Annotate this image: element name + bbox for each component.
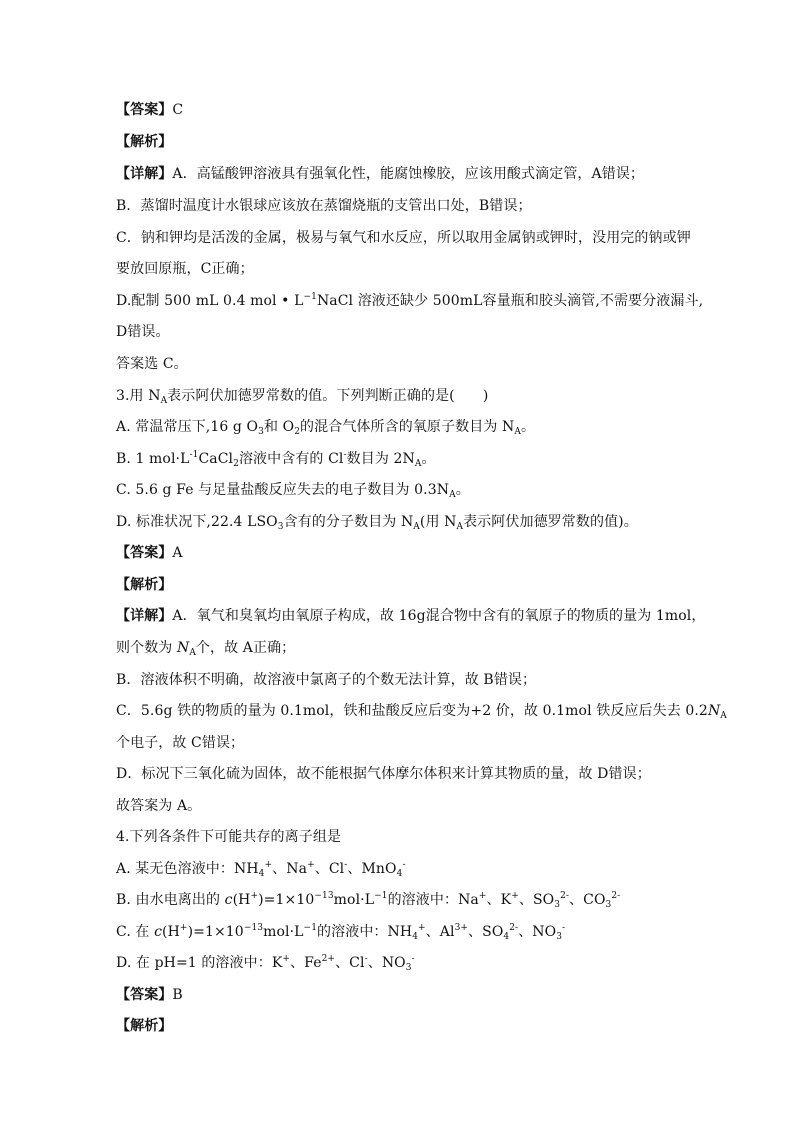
detail-text: B．蒸馏时温度计水银球应该放在蒸馏烧瓶的支管出口处，B错误；	[116, 198, 532, 214]
q3-detail-d	[116, 764, 754, 784]
italic-symbol: N	[176, 640, 190, 656]
superscript: -	[364, 954, 368, 964]
option-text: 。	[421, 451, 436, 467]
italic-symbol: c	[154, 924, 163, 940]
option-text: )=1×10	[187, 924, 244, 940]
superscript: −13	[243, 923, 264, 933]
option-text: 含有的分子数目为 N	[283, 514, 414, 530]
superscript: +	[179, 923, 188, 933]
superscript: -1	[189, 450, 199, 460]
q3-option-b	[116, 449, 754, 469]
q3-option-d	[116, 512, 754, 532]
detail-text: 要放回原瓶，C正确；	[116, 261, 254, 277]
superscript: +	[511, 891, 519, 901]
option-text: (H	[232, 892, 251, 908]
superscript: -	[343, 450, 347, 460]
subscript: A	[414, 459, 422, 469]
option-text: C. 5.6 g Fe 与足量盐酸反应失去的电子数目为 0.3N	[116, 482, 450, 498]
option-text: A. 某无色溶液中：NH	[116, 861, 259, 877]
subscript: A	[514, 427, 521, 437]
option-text: 、CO	[569, 892, 606, 908]
q2-detail-d-2	[116, 322, 754, 342]
option-text: 、SO	[468, 924, 504, 940]
option-text: 表示阿伏加德罗常数的值)。	[463, 514, 638, 530]
subscript: 3	[554, 900, 561, 910]
answer-value: C	[172, 102, 184, 118]
superscript: 2-	[560, 891, 570, 901]
superscript: -	[344, 860, 348, 870]
option-text: 的混合气体所含的氧原子数目为 N	[300, 419, 515, 435]
option-text: 、NO	[518, 924, 557, 940]
stem-text: 4.下列各条件下可能共存的离子组是	[116, 829, 342, 845]
option-text: )=1×10	[258, 892, 315, 908]
subscript: A	[413, 522, 420, 532]
option-text: B. 1 mol·L	[116, 451, 190, 467]
superscript: +	[418, 923, 426, 933]
q4-option-a	[116, 859, 754, 879]
italic-symbol: c	[224, 892, 233, 908]
q4-option-c	[116, 922, 754, 942]
option-text: 、MnO	[347, 861, 397, 877]
option-text: 的溶液中：NH	[317, 924, 413, 940]
subscript: 3	[556, 932, 563, 942]
subscript: A	[449, 490, 456, 500]
q3-analysis-line	[116, 575, 754, 595]
superscript: -	[411, 954, 415, 964]
detail-text: D.配制 500 mL 0.4 mol • L	[116, 293, 304, 309]
analysis-tag: 【解析】	[116, 134, 173, 150]
option-text: 、NO	[367, 955, 406, 971]
conclusion-text: 答案选 C。	[116, 356, 188, 372]
superscript: 2-	[611, 891, 621, 901]
q3-answer-line	[116, 543, 754, 563]
q2-detail-a	[116, 164, 754, 184]
option-text: 溶液中含有的 Cl	[238, 451, 344, 467]
detail-text: B．溶液体积不明确，故溶液中氯离子的个数无法计算，故 B错误；	[116, 672, 537, 688]
option-text: 。	[520, 419, 536, 435]
detail-tag: 【详解】	[116, 166, 173, 182]
answer-value: B	[172, 987, 183, 1003]
option-text: A. 常温常压下,16 g O	[116, 419, 259, 435]
italic-symbol: N	[707, 703, 721, 719]
q2-detail-c-1	[116, 228, 754, 248]
answer-tag: 【答案】	[116, 545, 173, 561]
subscript: 3	[405, 963, 412, 973]
option-text: CaCl	[198, 451, 234, 467]
subscript: 4	[503, 932, 510, 942]
detail-text: C．5.6g 铁的物质的量为 0.1mol，铁和盐酸反应后变为+2 价，故 0.1mol 铁反应后失去 0.2	[116, 703, 708, 719]
q3-option-c	[116, 480, 754, 500]
detail-text: C．钠和钾均是活泼的金属，极易与氧气和水反应，所以取用金属钠或钾时，没用完的钠或钾	[116, 230, 691, 246]
option-text: D. 在 pH=1 的溶液中：K	[116, 955, 283, 971]
option-text: (用 N	[419, 514, 457, 530]
answer-tag: 【答案】	[116, 102, 173, 118]
analysis-tag: 【解析】	[116, 577, 173, 593]
q3-detail-c-2	[116, 733, 754, 753]
option-text: C. 在	[116, 924, 155, 940]
subscript: A	[720, 711, 727, 721]
superscript: +	[282, 954, 291, 964]
q2-detail-b	[116, 196, 754, 216]
q3-conclusion	[116, 796, 754, 816]
superscript: 2+	[321, 954, 336, 964]
superscript: -	[562, 923, 566, 933]
subscript: 4	[396, 869, 403, 879]
superscript: +	[307, 860, 315, 870]
superscript: −13	[314, 891, 334, 901]
subscript: A	[189, 648, 196, 658]
superscript: +	[478, 891, 487, 901]
q4-stem	[116, 827, 754, 847]
q4-option-b	[116, 890, 754, 910]
detail-text: A．高锰酸钾溶液具有强氧化性，能腐蚀橡胶，应该用酸式滴定管，A错误；	[172, 166, 645, 182]
option-text: 、Fe	[290, 955, 322, 971]
stem-text: 表示阿伏加德罗常数的值。下列判断正确的是( )	[167, 388, 489, 404]
option-text: 、Cl	[335, 955, 365, 971]
option-text: 。	[455, 482, 470, 498]
subscript: 4	[258, 869, 265, 879]
q3-detail-a-1	[116, 606, 754, 626]
conclusion-text: 故答案为 A。	[116, 798, 202, 814]
subscript: 3	[605, 900, 612, 910]
option-text: 、Na	[272, 861, 308, 877]
q2-analysis-line	[116, 132, 754, 152]
option-text: 数目为 2N	[346, 451, 415, 467]
q2-conclusion	[116, 354, 754, 374]
detail-tag: 【详解】	[116, 608, 173, 624]
detail-text: 则个数为	[116, 640, 177, 656]
q2-detail-d-1	[116, 291, 754, 311]
q3-detail-a-2	[116, 638, 754, 658]
detail-text: D错误。	[116, 324, 170, 340]
superscript: 3+	[454, 923, 469, 933]
superscript: 2-	[509, 923, 519, 933]
detail-text: D．标况下三氧化硫为固体，故不能根据气体摩尔体积来计算其物质的量，故 D错误；	[116, 766, 651, 782]
detail-text: A．氧气和臭氧均由氧原子构成，故 16g混合物中含有的氧原子的物质的量为 1mol，	[172, 608, 706, 624]
superscript: −1	[303, 923, 318, 933]
option-text: 、SO	[518, 892, 555, 908]
q3-detail-b	[116, 670, 754, 690]
option-text: B. 由水电离出的	[116, 892, 225, 908]
option-text: 、Cl	[314, 861, 345, 877]
option-text: 、Al	[425, 924, 455, 940]
option-text: 、K	[486, 892, 512, 908]
subscript: 3	[277, 522, 284, 532]
q4-analysis-line	[116, 1016, 754, 1036]
detail-text: NaCl 溶液还缺少 500mL容量瓶和胶头滴管,不需要分液漏斗,	[316, 293, 704, 309]
subscript: 2	[233, 459, 239, 469]
subscript: 2	[294, 427, 301, 437]
detail-text: 个电子，故 C错误；	[116, 735, 245, 751]
subscript: A	[456, 522, 464, 532]
q3-stem	[116, 386, 754, 406]
stem-text: 3.用 N	[116, 388, 161, 404]
superscript: +	[264, 860, 273, 870]
option-text: 的溶液中：Na	[387, 892, 479, 908]
q4-option-d	[116, 953, 754, 973]
q3-option-a	[116, 417, 754, 437]
superscript: −1	[374, 891, 388, 901]
q2-answer-line	[116, 100, 754, 120]
answer-value: A	[172, 545, 183, 561]
option-text: mol·L	[333, 892, 375, 908]
option-text: (H	[162, 924, 180, 940]
q3-detail-c-1	[116, 701, 754, 721]
q2-detail-c-2	[116, 259, 754, 279]
option-text: D. 标准状况下,22.4 LSO	[116, 514, 278, 530]
analysis-tag: 【解析】	[116, 1018, 173, 1034]
subscript: 4	[412, 932, 419, 942]
superscript: -	[402, 860, 406, 870]
superscript: −1	[303, 292, 317, 302]
superscript: +	[250, 891, 259, 901]
subscript: A	[160, 396, 168, 406]
q4-answer-line	[116, 985, 754, 1005]
subscript: 3	[258, 427, 264, 437]
answer-tag: 【答案】	[116, 987, 173, 1003]
option-text: 和 O	[263, 419, 295, 435]
option-text: mol·L	[263, 924, 304, 940]
detail-text: 个，故 A正确；	[195, 640, 296, 656]
